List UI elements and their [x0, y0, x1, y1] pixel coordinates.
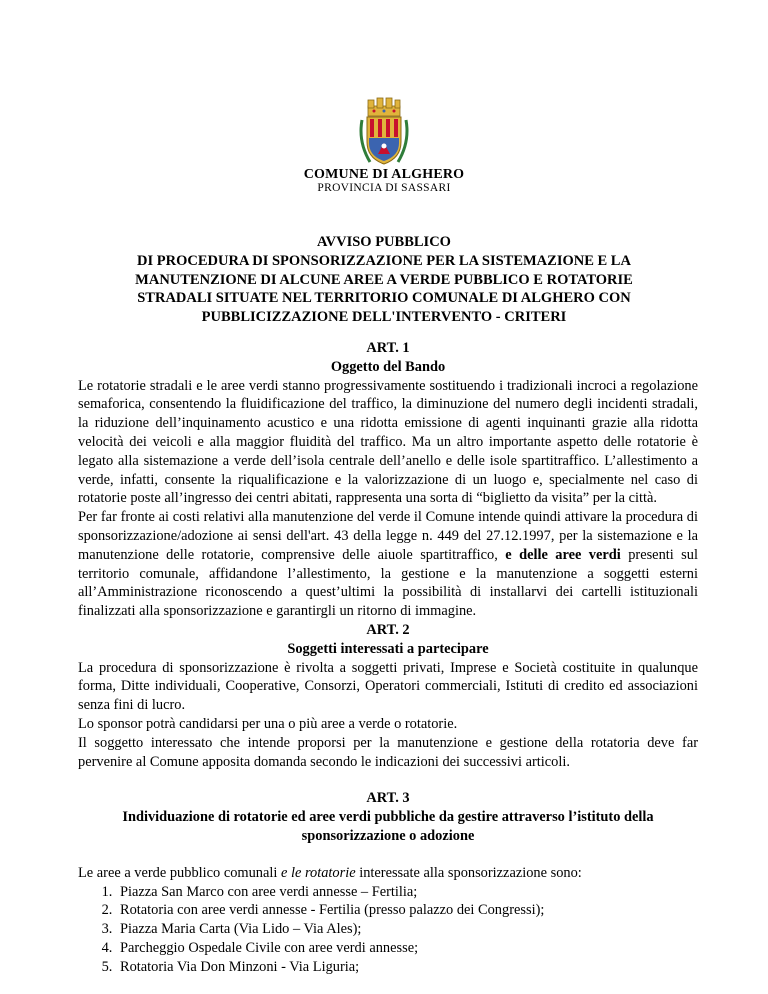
art2-paragraph-3: Il soggetto interessato che intende proporsi per la manutenzione e gestione della rotatoria deve far pervenire al Comune apposita domanda secondo le indicazioni dei successivi articoli. [78, 734, 698, 770]
coat-of-arms-icon [356, 96, 412, 168]
art3-intro-italic: e le rotatorie [280, 864, 356, 881]
title-line: STRADALI SITUATE NEL TERRITORIO COMUNALE DI ALGHERO CON [137, 290, 631, 307]
title-line: AVVISO PUBBLICO [317, 234, 451, 250]
list-item: 1. Piazza San Marco con aree verdi annesse – Fertilia; [116, 883, 698, 902]
title-line: PUBBLICIZZAZIONE DELL'INTERVENTO - CRITERI [201, 309, 567, 326]
art1-p2-bold: e delle aree verdi [505, 546, 621, 563]
list-item: 2. Rotatoria con aree verdi annesse - Fertilia (presso palazzo dei Congressi); [116, 901, 698, 920]
document-body [78, 339, 698, 977]
art3-intro [78, 864, 698, 883]
art3-intro-text-end: interessate alla sponsorizzazione sono: [359, 864, 582, 881]
art1-paragraph-1: Le rotatorie stradali e le aree verdi stanno progressivamente sostituendo i tradizionali incroci a regolazione semaforica, consentendo la fluidificazione del traffico, la diminuzione del numero degli incidenti stradali, la riduzione dell’inquinamento acustico e una ridotta emissione di agenti inquinanti grazie alla ridotta velocità dei veicoli e alla maggior fluidità del traffico. Ma un altro importante aspetto delle rotatorie è legato alla sistemazione a verde dell’isola centrale dell’anello e delle isole spartitraffico. L’allestimento a verde, infatti, consente la riqualificazione e la valorizzazione di un luogo e, specialmente nel caso di rotatorie poste all’ingresso dei centri abitati, rappresenta una sorta di “biglietto da visita” per la città. [78, 377, 698, 507]
list-item: 4. Parcheggio Ospedale Civile con aree verdi annesse; [116, 939, 698, 958]
art2-number: ART. 2 [366, 621, 410, 638]
art1-heading: Oggetto del Bando [330, 358, 446, 375]
list-item: 5. Rotatoria Via Don Minzoni - Via Liguria; [116, 958, 698, 977]
art3-heading-line-2: sponsorizzazione o adozione [301, 827, 475, 844]
areas-list [78, 883, 698, 977]
org-province: PROVINCIA DI SASSARI [317, 182, 451, 194]
art1-paragraph-2 [78, 508, 698, 621]
art2-heading: Soggetti interessati a partecipare [287, 640, 489, 657]
title-line: MANUTENZIONE DI ALCUNE AREE A VERDE PUBBLICO E ROTATORIE [135, 271, 633, 288]
art1-number: ART. 1 [366, 340, 410, 356]
art3-number: ART. 3 [366, 790, 410, 807]
art2-paragraph-2: Lo sponsor potrà candidarsi per una o più aree a verde o rotatorie. [78, 715, 458, 732]
art2-paragraph-1: La procedura di sponsorizzazione è rivolta a soggetti privati, Imprese e Società costituite in qualunque forma, Ditte individuali, Cooperative, Consorzi, Operatori commerciali, Istituti di credito ed associazioni senza fini di lucro. [78, 659, 698, 714]
list-item: 3. Piazza Maria Carta (Via Lido – Via Ales); [116, 920, 698, 939]
notice-title [0, 233, 768, 327]
art1-p2-text-end: presenti sul territorio comunale, affidandone l’allestimento, la gestione e la manutenzione a soggetti esterni all’Amministrazione riconoscendo a quest’ultimi la possibilità di installarvi dei cartelli istituzionali finalizzati alla sponsorizzazione e garantirgli un ritorno di immagine. [78, 546, 698, 620]
title-line: DI PROCEDURA DI SPONSORIZZAZIONE PER LA SISTEMAZIONE E LA [137, 252, 631, 269]
org-name: COMUNE DI ALGHERO [303, 167, 465, 182]
art3-heading-line-1: Individuazione di rotatorie ed aree verdi pubbliche da gestire attraverso l’istituto della [122, 809, 654, 826]
art3-intro-text: Le aree a verde pubblico comunali [78, 864, 278, 881]
art1-p2-text: Per far fronte ai costi relativi alla manutenzione del verde il Comune intende quindi attivare la procedura di sponsorizzazione/adozione ai sensi dell'art. 43 della legge n. 449 del 27.12.1997, per la sistemazione e la manutenzione delle rotatorie, comprensive delle aiuole spartitraffico, [78, 509, 698, 563]
